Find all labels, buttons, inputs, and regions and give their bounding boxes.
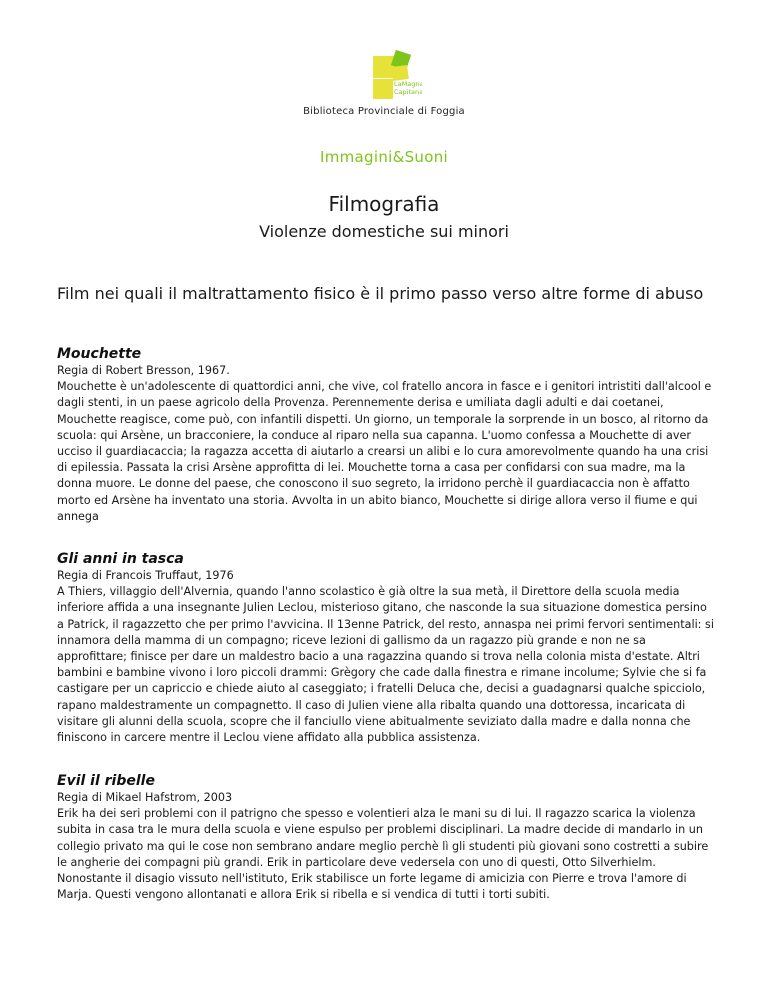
film-description: Mouchette è un'adolescente di quattordici anni, che vive, col fratello ancora in fasce e i genitori intristiti dall'alcool e dagli stenti, in un paese agricolo della Provenza. Perennemente derisa e umiliata dagli adulti e dai coetanei, Mouchette reagisce, come può, con infantili dispetti. Un giorno, un temporale la sorprende in un bosco, al ritorno da scuola: qui Arsène, un bracconiere, la conduce al riparo nella sua capanna. L'uomo confessa a Mouchette di aver ucciso il guardiacaccia; la ragazza accetta di aiutarlo a crearsi un alibi e lo cura amorevolmente quando ha una crisi di epilessia. Passata la crisi Arsène approfitta di lei. Mouchette torna a casa per confidarsi con sua madre, ma la donna muore. Le donne del paese, che conoscono il suo segreto, la irridono perchè il guardiacaccia non è affatto morto ed Arsène ha inventato una storia. Avvolta in un abito bianco, Mouchette si dirige allora verso il fiume e qui annega [57,380,712,523]
film-entry [57,772,717,903]
film-director: Regia di Robert Bresson, 1967. [57,364,230,377]
page-subtitle: Violenze domestiche sui minori [259,222,509,241]
film-description: A Thiers, villaggio dell'Alvernia, quando l'anno scolastico è già oltre la sua metà, il Direttore della scuola media inferiore affida a una insegnante Julien Leclou, misterioso gitano, che nasconde la sua situazione domestica persino a Patrick, il ragazzetto che per primo l'avvicina. Il 13enne Patrick, del resto, annaspa nei primi fervori sentimentali: si innamora della mamma di un compagno; riceve lezioni di gallismo da un ragazzo più grande e non ne sa approfittare; finisce per dare un maldestro bacio a una ragazzina quando si trova nella colonia mista d'estate. Altri bambini e bambine vivono i loro piccoli drammi: Grègory che cade dalla finestra e rimane incolume; Sylvie che si fa castigare per un capriccio e chiede aiuto al caseggiato; i fratelli Deluca che, decisi a guadagnarsi qualche spicciolo, rapano maldestramente un compagnetto. Il caso di Julien viene alla ribalta quando una dottoressa, incaricata di visitare gli alunni della scuola, scopre che il fanciullo viene abitualmente seviziato dalla madre e dalla nonna che finiscono in carcere mentre il Leclou viene affidato alla pubblica assistenza. [57,585,714,745]
film-description: Erik ha dei seri problemi con il patrigno che spesso e volentieri alza le mani su di lui. Il ragazzo scarica la violenza subita in casa tra le mura della scuola e viene espulso per problemi disciplinari. La madre decide di mandarlo in un collegio privato ma qui le cose non sembrano andare meglio perchè lì gli studenti più giovani sono costretti a subire le angherie dei compagni più grandi. Erik in particolare deve vedersela con uno di questi, Otto Silverhielm. Nonostante il disagio vissuto nell'istituto, Erik stabilisce un forte legame di amicizia con Pierre e trova l'amore di Marja. Questi vengono allontanati e allora Erik si ribella e si vendica di tutti i torti subiti. [57,807,709,902]
section-title: Immagini&Suoni [320,148,448,166]
library-name: Biblioteca Provinciale di Foggia [303,106,465,117]
film-title: Mouchette [57,346,142,362]
film-entry [57,550,717,746]
film-title: Gli anni in tasca [57,551,184,567]
film-director: Regia di Francois Truffaut, 1976 [57,569,234,582]
film-title: Evil il ribelle [57,773,155,789]
logo-text-line1: LaMagna [394,80,422,88]
logo-graphic [362,48,422,104]
film-entry [57,345,717,525]
logo-text-line2: Capitana [394,88,422,96]
section-heading: Film nei quali il maltrattamento fisico è il primo passo verso altre forme di abuso [57,284,704,303]
library-logo [362,48,422,104]
page-title: Filmografia [328,192,440,216]
film-director: Regia di Mikael Hafstrom, 2003 [57,791,233,804]
